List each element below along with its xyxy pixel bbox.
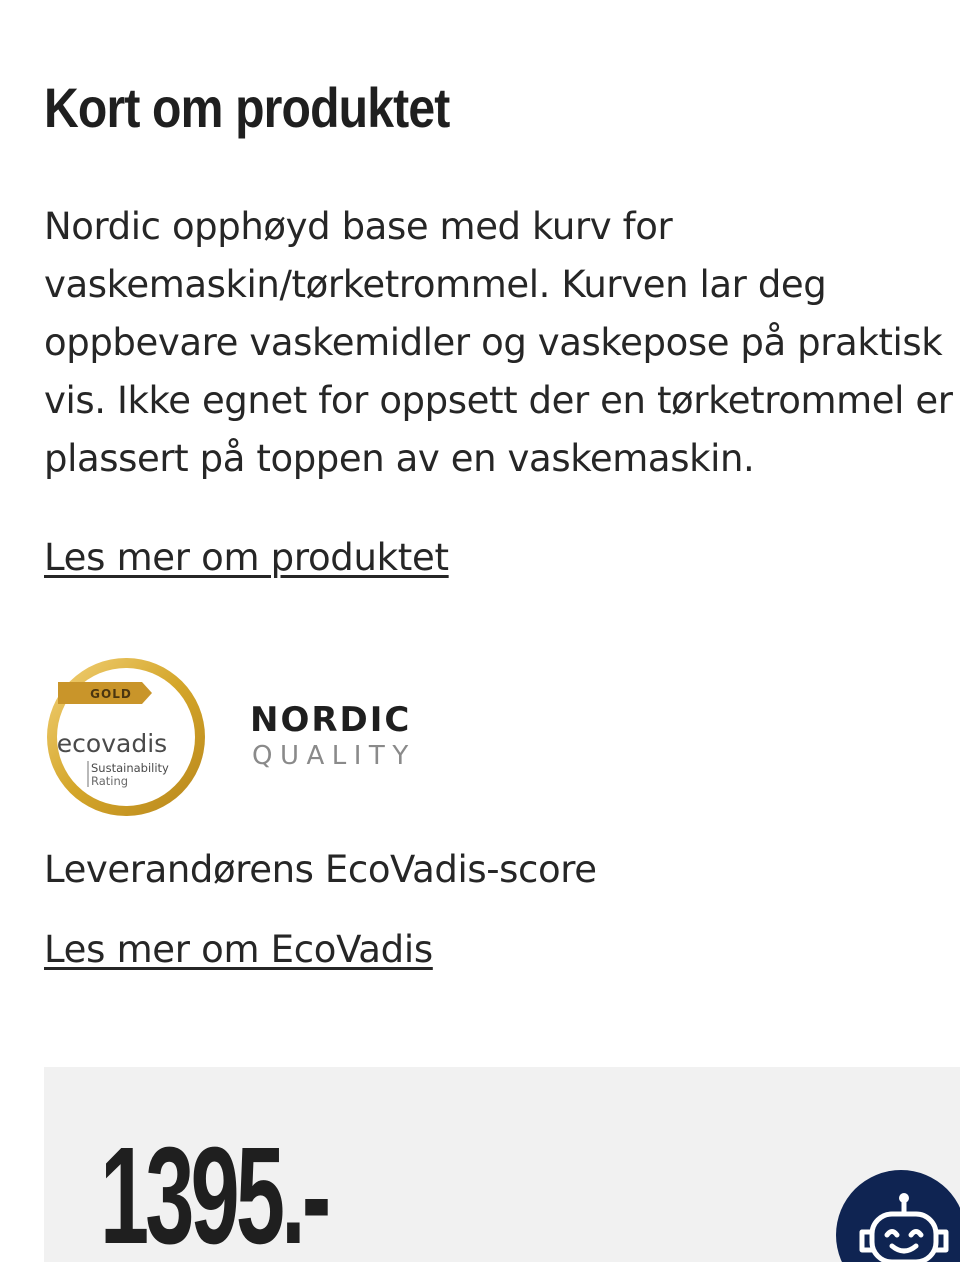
ecovadis-brand-text: ecovadis [56,729,168,758]
ecovadis-gold-medal-icon [44,652,210,818]
read-more-product-link[interactable]: Les mer om produktet [44,536,449,579]
supplier-ecovadis-score-label: Leverandørens EcoVadis-score [44,848,597,891]
ecovadis-subtitle-line1: Sustainability [91,761,169,775]
price: 1395.- [100,1119,328,1262]
robot-icon [854,1188,954,1262]
description-line: vis. Ikke egnet for oppsett der en tørketrommel er [44,379,953,422]
description-line: vaskemaskin/tørketrommel. Kurven lar deg [44,263,827,306]
product-summary-heading: Kort om produktet [44,76,450,139]
product-description [44,198,954,488]
read-more-ecovadis-link[interactable]: Les mer om EcoVadis [44,928,433,971]
ecovadis-ribbon-text: GOLD [90,687,132,701]
description-line: Nordic opphøyd base med kurv for [44,205,673,248]
nordic-quality-logo [250,700,430,780]
description-line: plassert på toppen av en vaskemaskin. [44,437,755,480]
nordic-quality-bottom-text: QUALITY [252,741,416,771]
price-panel [44,1067,960,1262]
nordic-quality-top-text: NORDIC [250,700,412,740]
description-line: oppbevare vaskemidler og vaskepose på praktisk [44,321,943,364]
ecovadis-subtitle-line2: Rating [91,774,129,788]
